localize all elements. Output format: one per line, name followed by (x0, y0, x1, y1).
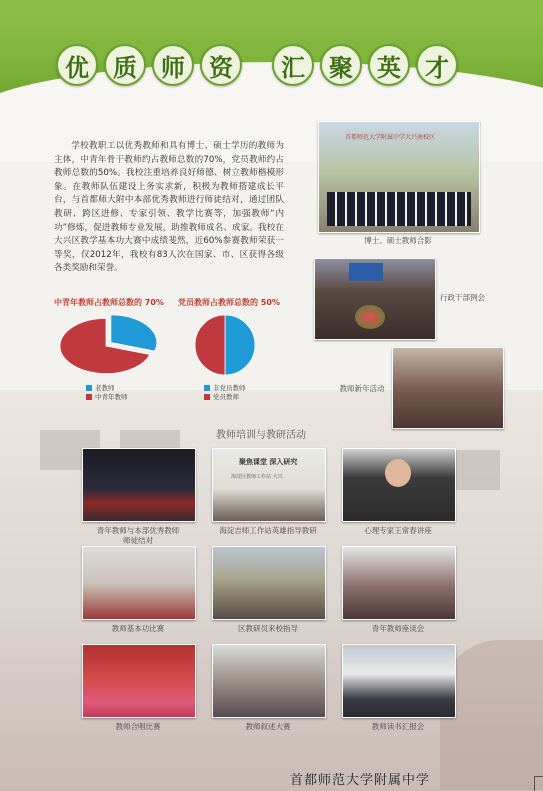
grid-caption: 教师叙述大赛 (245, 722, 291, 731)
grid-photo (82, 448, 196, 522)
meeting-caption: 行政干部例会 (440, 293, 485, 302)
title-char: 才 (416, 44, 458, 86)
title-char: 质 (104, 44, 146, 86)
title-char: 聚 (320, 44, 362, 86)
grid-photo (342, 448, 456, 522)
grid-caption: 教师合唱比赛 (115, 722, 161, 731)
legend-swatch (204, 385, 210, 391)
group-caption: 博士、硕士教师合影 (364, 236, 432, 245)
grid-photo (212, 644, 326, 718)
pie-chart-2 (190, 310, 260, 380)
pie2-legend (204, 383, 246, 401)
section-title: 教师培训与教研活动 (216, 430, 306, 441)
screen-title: 聚焦课堂 深入研究 (239, 458, 298, 466)
title-char: 师 (152, 44, 194, 86)
grid-caption: 教师基本功比赛 (111, 624, 165, 633)
pie1-title: 中青年教师占教师总数的 70% (54, 298, 164, 307)
footer-school-name: 首都师范大学附属中学 (290, 773, 431, 788)
grid-photo (212, 448, 326, 522)
legend-label: 中青年教师 (95, 393, 128, 401)
screen-subtitle: 海淀区教师工作站 大兴 (231, 474, 283, 480)
grid-photo (342, 644, 456, 718)
screen (349, 263, 383, 281)
legend-item (204, 392, 246, 401)
grid-photo (342, 546, 456, 620)
legend-item (86, 383, 128, 392)
legend-label: 党员教师 (213, 393, 239, 401)
legend-item (204, 383, 246, 392)
title-char: 英 (368, 44, 410, 86)
group-photo (318, 121, 480, 233)
grid-caption: 区教研员来校指导 (238, 624, 298, 633)
grid-photo (212, 546, 326, 620)
new-year-caption: 教师新年活动 (339, 384, 385, 393)
title-char: 资 (200, 44, 242, 86)
pie1-legend (86, 383, 128, 401)
title-char: 汇 (272, 44, 314, 86)
corner-mark (534, 776, 543, 791)
intro-paragraph: 学校教职工以优秀教师和具有博士、硕士学历的教师为主体，中青年骨干教师约占教师总数的70%，党员教师约占教师总数的50%。我校注重培养良好师德、树立教师楷模形象。在教师队伍建设上务实求新，积极为教师搭建成长平台，与首都师大附中本部优秀教师进行师徒结对，通过团队教研、跨区进修、专家引领、教学比赛等，加强教师“内功”修炼，促进教师专业发展，助推教师成名、成家。我校在大兴区教学基本功大赛中成绩斐然，近60%参赛教师荣获一等奖，仅2012年，我校有83人次在国家、市、区获得各级各类奖励和荣誉。 (54, 141, 284, 274)
pie-slice-非党员教师 (225, 315, 255, 375)
new-year-photo (392, 347, 504, 429)
legend-label: 老教师 (95, 384, 115, 392)
pie-slice-党员教师 (195, 315, 225, 375)
legend-label: 非党员教师 (213, 384, 246, 392)
pie-chart-1 (54, 310, 166, 380)
board-text: 首都师范大学附属中学大兴南校区 (345, 134, 436, 141)
pie-slice-老教师 (111, 315, 157, 351)
flowers (355, 305, 385, 329)
meeting-photo (314, 258, 436, 340)
legend-swatch (86, 385, 92, 391)
legend-item (86, 392, 128, 401)
legend-swatch (86, 394, 92, 400)
grid-photo (82, 546, 196, 620)
grid-caption: 教师读书汇报会 (371, 722, 425, 731)
grid-caption: 青年教师与本部优秀教师 师徒结对 (96, 526, 180, 545)
grid-caption: 海淀吉师工作站英雄指导教研 (219, 526, 317, 535)
page-title (56, 44, 458, 86)
group-people (327, 192, 471, 226)
grid-caption: 青年教师座谈会 (371, 624, 425, 633)
legend-swatch (204, 394, 210, 400)
grid-caption: 心理专家王常春讲座 (364, 526, 432, 535)
speaker (385, 459, 411, 487)
title-char: 优 (56, 44, 98, 86)
activity-grid (82, 448, 454, 738)
pie2-title: 党员教师占教师总数的 50% (178, 298, 280, 307)
grid-photo (82, 644, 196, 718)
